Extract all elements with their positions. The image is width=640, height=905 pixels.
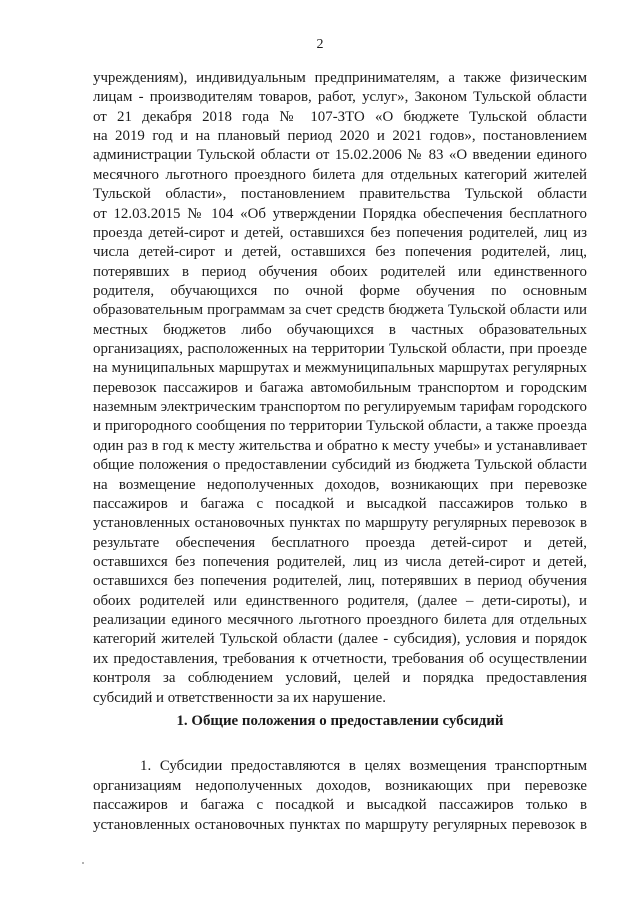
paragraph-line: потерявших в период обучения обоих родителей или единственного — [93, 263, 587, 280]
paragraph-line: на возмещение недополученных доходов, возникающих при перевозке — [93, 476, 587, 493]
paragraph-line: на 2019 год и на плановый период 2020 и 2021 годов», постановлением — [93, 128, 587, 145]
paragraph-line: пассажиров и багажа с посадкой и высадкой пассажиров только в — [93, 797, 587, 813]
clause-paragraph — [93, 757, 587, 835]
paragraph-line: общие положения о предоставлении субсидий из бюджета Тульской области — [93, 457, 587, 474]
paragraph-line: установленных остановочных пунктах по маршруту регулярных перевозок в — [93, 816, 587, 833]
paragraph-line: месячного льготного проездного билета для отдельных категорий жителей — [93, 166, 587, 183]
paragraph-line: родителя, обучающихся по очной форме обучения по основным — [93, 282, 587, 299]
paragraph-line: числа детей-сирот и детей, оставшихся без попечения родителей, лиц, — [93, 244, 587, 261]
paragraph-line: администрации Тульской области от 15.02.2006 № 83 «О введении единого — [93, 147, 587, 164]
paragraph-line: категорий жителей Тульской области (далее - субсидия), условия и порядок — [93, 631, 587, 648]
paragraph-line: на муниципальных маршрутах и межмуниципальных маршрутах регулярных — [93, 360, 587, 377]
paragraph-line: от 21 декабря 2018 года № 107-ЗТО «О бюджете Тульской области — [93, 108, 587, 125]
paragraph-line: оставшихся без попечения родителей, лиц из числа детей-сирот и детей, — [93, 553, 587, 570]
paragraph-line: лицам - производителям товаров, работ, услуг», Законом Тульской области — [93, 89, 587, 106]
scan-speck — [82, 862, 84, 864]
paragraph-line: установленных остановочных пунктах по маршруту регулярных перевозок в — [93, 515, 587, 532]
paragraph-line: образовательным программам за счет средств бюджета Тульской области или — [93, 302, 587, 319]
body-paragraph — [93, 69, 587, 708]
section-heading: 1. Общие положения о предоставлении субсидий — [176, 713, 504, 729]
paragraph-line: пассажиров и багажа с посадкой и высадкой пассажиров только в — [93, 495, 587, 512]
paragraph-line: организациям недополученных доходов, возникающих при перевозке — [93, 777, 587, 794]
paragraph-line: их предоставления, требования к отчетности, требования об осуществлении — [93, 650, 587, 667]
paragraph-line: Тульской области», постановлением правительства Тульской области — [93, 186, 587, 203]
paragraph-line: организациях, расположенных на территории Тульской области, при проезде — [93, 341, 587, 358]
paragraph-line: от 12.03.2015 № 104 «Об утверждении Порядка обеспечения бесплатного — [93, 205, 587, 222]
paragraph-line: контроля за соблюдением условий, целей и порядка предоставления — [93, 670, 587, 687]
paragraph-line: результате обеспечения бесплатного проезда детей-сирот и детей, — [93, 534, 587, 551]
paragraph-line: перевозок пассажиров и багажа автомобильным транспортом и городским — [93, 379, 587, 396]
paragraph-line: оставшихся без попечения родителей, лиц, потерявших в период обучения — [93, 573, 587, 590]
paragraph-line: и пригородного сообщения по территории Тульской области, а также проезда — [93, 418, 587, 435]
paragraph-line: 1. Субсидии предоставляются в целях возмещения транспортным — [140, 758, 587, 774]
paragraph-line: наземным электрическим транспортом по регулируемым тарифам городского — [93, 399, 587, 416]
paragraph-line: местных бюджетов либо обучающихся в частных образовательных — [93, 321, 587, 338]
paragraph-line: учреждениям), индивидуальным предпринимателям, а также физическим — [93, 70, 587, 86]
paragraph-line: реализации единого месячного льготного проездного билета для отдельных — [93, 612, 587, 629]
paragraph-line: один раз в год к месту жительства и обратно к месту учебы» и устанавливает — [93, 437, 587, 454]
paragraph-line: проезда детей-сирот и детей, оставшихся без попечения родителей, лиц из — [93, 224, 587, 241]
paragraph-line: обоих родителей или единственного родителя, (далее – дети-сироты), и — [93, 592, 587, 609]
paragraph-line: субсидий и ответственности за их нарушение. — [93, 689, 386, 706]
page-number: 2 — [316, 37, 324, 52]
